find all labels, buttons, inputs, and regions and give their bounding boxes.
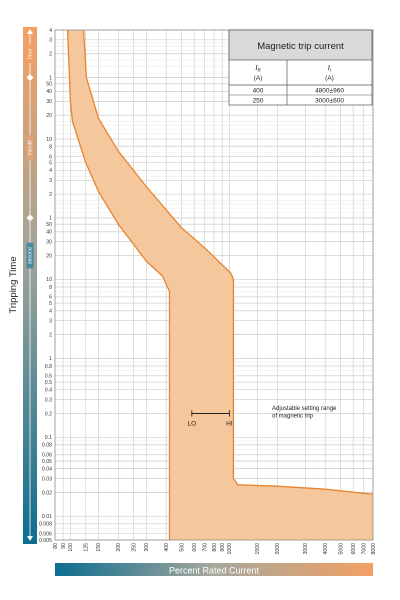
y-tick-label: 0.08 [41,442,52,449]
y-tick-label: 30 [46,239,52,246]
x-tick-label: 250 [131,542,138,552]
range-lo-label: LO [187,420,197,428]
y-tick-label: 0.05 [41,458,52,465]
x-tick-label: 6000 [350,542,357,555]
annotation-line: Adjustable setting range [272,406,337,412]
x-tick-label: 5000 [338,542,345,555]
y-tick-label: 4 [49,27,52,34]
time-unit-label: hour [27,48,34,59]
y-tick-label: 2 [49,332,52,339]
inset-table [229,30,372,105]
x-tick-label: 900 [219,542,226,552]
y-tick-label: 0.8 [44,363,52,370]
column-symbol-main: I [255,64,258,72]
x-tick-label: 80 [52,543,59,549]
x-tick-label: 4000 [322,543,329,555]
y-tick-label: 50 [46,221,52,228]
y-tick-label: 4 [49,308,52,315]
x-tick-label: 90 [60,542,67,549]
y-tick-label: 6 [49,154,52,161]
y-tick-label: 1 [49,356,52,363]
x-tick-label: 600 [191,542,198,552]
y-tick-label: 1 [49,215,52,222]
x-tick-label: 125 [83,543,90,552]
y-tick-label: 0.006 [39,531,52,538]
y-tick-label: 0.06 [41,452,52,459]
x-tick-label: 700 [202,543,209,552]
time-unit-label: second [27,247,34,264]
x-tick-label: 1000 [227,543,234,555]
x-tick-label: 3000 [303,542,310,555]
y-tick-label: 0.1 [44,435,52,442]
column-unit: (A) [253,75,263,82]
y-tick-label: 20 [46,113,52,120]
x-tick-label: 200 [116,542,123,552]
table-cell: 400 [252,87,264,95]
y-tick-label: 0.01 [41,514,52,521]
x-tick-label: 800 [211,543,218,552]
y-tick-label: 5 [49,300,52,307]
column-symbol-subscript: i [329,68,332,74]
column-symbol-subscript: R [257,68,261,74]
y-tick-label: 8 [49,284,52,291]
x-tick-label: 8000 [370,543,377,555]
y-tick-label: 40 [46,89,52,96]
column-unit: (A) [325,75,334,82]
y-tick-label: 8 [49,144,52,151]
y-tick-label: 2 [49,51,52,58]
y-tick-label: 0.6 [44,373,52,380]
y-tick-label: 5 [49,160,52,167]
annotation-line: of magnetic trip [272,413,314,420]
y-tick-label: 3 [49,178,52,185]
y-tick-label: 0.03 [41,476,52,483]
y-tick-label: 0.2 [44,411,52,418]
y-tick-label: 0.3 [44,397,52,404]
y-tick-label: 20 [46,253,52,260]
y-tick-label: 4 [49,168,52,175]
table-cell: 3000±600 [315,97,344,105]
y-tick-label: 10 [46,136,52,143]
x-axis-title: Percent Rated Current [168,565,260,576]
y-tick-label: 0.5 [44,379,52,386]
table-cell: 4800±960 [315,87,344,95]
y-tick-label: 30 [46,99,52,106]
time-unit-label: minute [27,139,34,156]
y-tick-label: 3 [49,318,52,325]
y-tick-labels [39,28,52,544]
y-tick-label: 40 [46,229,52,236]
table-cell: 250 [252,97,264,105]
x-tick-label: 150 [96,543,103,552]
y-tick-label: 2 [49,191,52,198]
x-tick-label: 500 [179,542,186,552]
x-tick-label: 1500 [255,543,262,555]
x-tick-label: 7000 [361,543,368,555]
column-symbol-main: I [327,64,330,72]
y-tick-label: 50 [46,81,52,88]
range-hi-label: HI [226,420,233,428]
y-tick-label: 3 [49,37,52,44]
table-title: Magnetic trip current [257,41,344,52]
y-tick-label: 1 [49,75,52,82]
y-tick-label: 0.04 [41,466,52,473]
x-tick-label: 100 [68,543,75,552]
y-tick-label: 6 [49,294,52,301]
y-tick-label: 0.005 [39,537,52,544]
y-tick-label: 0.4 [44,387,52,394]
y-axis-title: Tripping Time [8,256,19,314]
y-tick-label: 0.02 [41,490,52,497]
y-tick-label: 10 [46,277,52,284]
x-tick-label: 300 [144,542,151,552]
y-tick-label: 0.008 [39,521,52,528]
x-tick-label: 400 [163,543,170,552]
x-tick-label: 2000 [275,542,282,555]
x-tick-labels [53,543,377,555]
